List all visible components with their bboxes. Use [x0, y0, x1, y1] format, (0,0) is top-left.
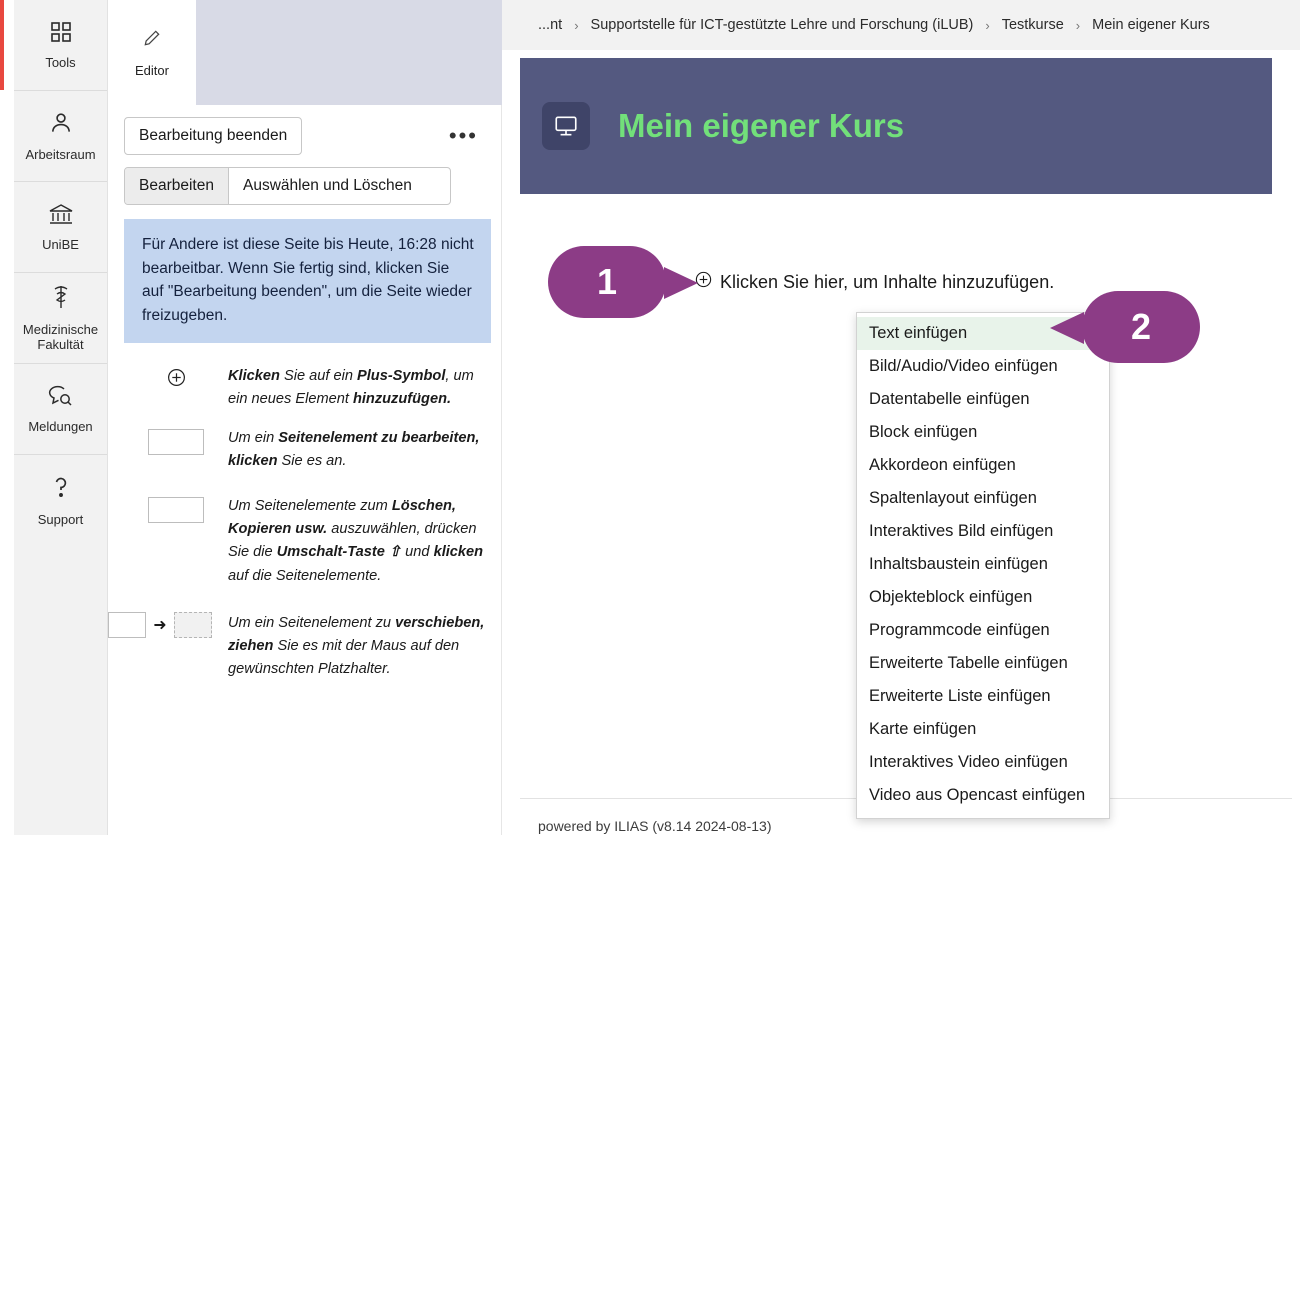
editor-action-row: [108, 105, 502, 155]
help-item-text: Um ein Seitenelement zu bearbeiten, klicken Sie es an.: [228, 430, 480, 470]
sidebar-item-label: Arbeitsraum: [25, 146, 96, 162]
add-content-label: Klicken Sie hier, um Inhalte hinzuzufügen.: [720, 272, 1055, 292]
page-title: Mein eigener Kurs: [618, 107, 905, 144]
sidebar-item-medizinische-fakultaet[interactable]: [14, 273, 107, 364]
callout-badge-2: [1082, 291, 1200, 363]
arrow-right-icon: ➜: [153, 616, 167, 634]
help-item: [108, 495, 502, 587]
menu-item-datentabelle-einfuegen[interactable]: Datentabelle einfügen: [869, 390, 1030, 408]
tab-editor-label: Editor: [135, 62, 169, 78]
menu-item-video-aus-opencast-einfuegen[interactable]: Video aus Opencast einfügen: [869, 786, 1086, 804]
help-item-move: [108, 612, 502, 681]
help-item: [108, 365, 502, 411]
breadcrumb-item[interactable]: ...nt: [538, 17, 563, 33]
sidebar-item-support[interactable]: [14, 455, 107, 546]
tab-bearbeiten[interactable]: Bearbeiten: [125, 168, 229, 204]
insert-content-menu: [856, 312, 1110, 819]
menu-item-interaktives-video-einfuegen[interactable]: Interaktives Video einfügen: [869, 753, 1068, 771]
callout-badge-1: [548, 246, 666, 318]
callout-number: 2: [1130, 306, 1152, 347]
breadcrumb-item[interactable]: Testkurse: [1001, 17, 1064, 33]
menu-item-objekteblock-einfuegen[interactable]: Objekteblock einfügen: [869, 588, 1033, 606]
menu-item-akkordeon-einfuegen[interactable]: Akkordeon einfügen: [869, 456, 1016, 474]
chevron-right-icon: ›: [574, 17, 579, 33]
plus-circle-icon: [124, 365, 228, 388]
person-icon: [48, 110, 74, 140]
breadcrumb-item[interactable]: Supportstelle für ICT-gestützte Lehre und Forschung (iLUB): [590, 17, 974, 33]
menu-item-interaktives-bild-einfuegen[interactable]: Interaktives Bild einfügen: [869, 522, 1054, 540]
menu-item-bild-audio-video-einfuegen[interactable]: Bild/Audio/Video einfügen: [869, 357, 1058, 375]
more-actions-button[interactable]: •••: [448, 123, 478, 148]
help-item: [108, 427, 502, 473]
asclepius-icon: [50, 283, 72, 315]
menu-item-programmcode-einfuegen[interactable]: Programmcode einfügen: [869, 621, 1050, 639]
editor-panel: [108, 0, 502, 835]
breadcrumb-item-current[interactable]: Mein eigener Kurs: [1092, 17, 1210, 33]
chevron-right-icon: ›: [985, 17, 990, 33]
chevron-right-icon: ›: [1075, 17, 1081, 33]
pencil-icon: [142, 28, 162, 54]
lock-notice: Für Andere ist diese Seite bis Heute, 16:28 nicht bearbeitbar. Wenn Sie fertig sind, klicken Sie auf "Bearbeitung beenden", um die Seite wieder freizugeben.: [124, 219, 491, 343]
building-icon: [47, 202, 75, 230]
tab-editor[interactable]: [108, 0, 196, 105]
help-item-text: Um ein Seitenelement zu verschieben, ziehen Sie es mit der Maus auf den gewünschten Platzhalter.: [228, 614, 485, 677]
sidebar-item-label: UniBE: [42, 236, 79, 252]
breadcrumb: [502, 0, 1300, 50]
editor-mode-segmented-control: [124, 167, 451, 205]
question-mark-icon: [51, 473, 71, 505]
box-placeholder-icon: [124, 427, 228, 455]
menu-item-text-einfuegen[interactable]: Text einfügen: [857, 317, 1109, 350]
editor-panel-body: [108, 105, 502, 681]
editor-help-list: [108, 365, 502, 681]
callout-tail: [1050, 312, 1084, 344]
sidebar-item-label: Meldungen: [28, 418, 93, 434]
footer-powered-by: powered by ILIAS (v8.14 2024-08-13): [538, 818, 772, 834]
add-content-trigger[interactable]: [694, 270, 1054, 295]
page-header: [520, 58, 1272, 194]
callout-number: 1: [596, 261, 618, 302]
menu-item-spaltenlayout-einfuegen[interactable]: Spaltenlayout einfügen: [869, 489, 1037, 507]
sidebar-item-label: Tools: [45, 54, 76, 70]
sidebar-item-label: Medizinische Fakultät: [22, 321, 99, 353]
course-screen-icon: [542, 102, 590, 150]
sidebar-item-arbeitsraum[interactable]: [14, 91, 107, 182]
menu-item-erweiterte-liste-einfuegen[interactable]: Erweiterte Liste einfügen: [869, 687, 1051, 705]
drag-drop-icon: [108, 612, 212, 638]
sidebar-item-tools[interactable]: [14, 0, 107, 91]
sidebar-item-label: Support: [37, 512, 84, 527]
speech-bubble-icon: [47, 384, 75, 412]
menu-item-block-einfuegen[interactable]: Block einfügen: [869, 423, 978, 441]
sidebar-item-meldungen[interactable]: [14, 364, 107, 455]
left-icon-rail: [14, 0, 108, 835]
menu-item-erweiterte-tabelle-einfuegen[interactable]: Erweiterte Tabelle einfügen: [869, 654, 1068, 672]
help-item-text: Klicken Sie auf ein Plus-Symbol, um ein neues Element hinzuzufügen.: [228, 368, 474, 408]
help-item-text: Um Seitenelemente zum Löschen, Kopieren usw. auszuwählen, drücken Sie die Umschalt-Taste ⇧ und klicken auf die Seitenelemente.: [228, 498, 484, 584]
box-placeholder-icon: [124, 495, 228, 523]
end-editing-button[interactable]: Bearbeitung beenden: [124, 117, 302, 155]
menu-item-karte-einfuegen[interactable]: Karte einfügen: [869, 720, 977, 738]
callout-tail: [664, 267, 698, 299]
tab-auswaehlen-loeschen[interactable]: Auswählen und Löschen: [229, 168, 426, 204]
editor-tabbar: [108, 0, 502, 105]
menu-item-inhaltsbaustein-einfuegen[interactable]: Inhaltsbaustein einfügen: [869, 555, 1048, 573]
sidebar-item-unibe[interactable]: [14, 182, 107, 273]
grid-icon: [49, 20, 73, 48]
